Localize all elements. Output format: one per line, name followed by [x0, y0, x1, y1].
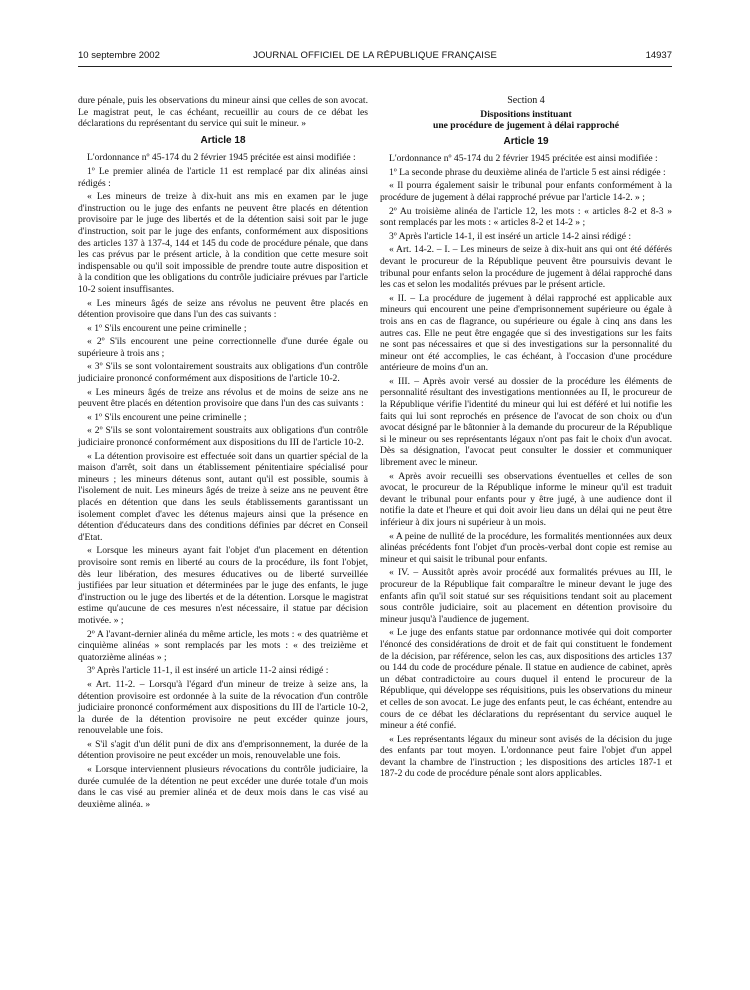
paragraph: 1º Le premier alinéa de l'article 11 est remplacé par dix alinéas ainsi rédigés : [78, 165, 368, 189]
paragraph: L'ordonnance nº 45-174 du 2 février 1945 précitée est ainsi modifiée : [389, 153, 658, 165]
paragraph: « La détention provisoire est effectuée soit dans un quartier spécial de la maison d'arrêt, soit dans un établissement pénitentiaire spécialisé pour mineurs ; les mineurs détenus sont, autant qu'il est possible, soumis à l'isolement de nuit. Les mineurs âgés de treize à seize ans ne peuvent être placés en détention que dans les seuls établissements garantissant un isolement complet d'avec les détenus majeurs ainsi que la présence en détention d'éducateurs dans des conditions définies par décret en Conseil d'Etat. [78, 450, 368, 543]
article-19-title: Article 19 [503, 135, 549, 147]
paragraph: « Les mineurs de treize à dix-huit ans mis en examen par le juge d'instruction ou le juge des enfants ne peuvent être placés en détention provisoire par le juge des libertés et de la détention saisi soit par le juge d'instruction, soit par le juge des enfants, conformément aux dispositions des articles 137 à 137-4, 144 et 145 du code de procédure pénale, que dans les cas prévus par le présent article, à la condition que cette mesure soit indispensable ou qu'il soit impossible de prendre toute autre disposition et à la condition que les obligations du contrôle judiciaire prévues par l'article 10-2 soient insuffisantes. [78, 191, 368, 295]
paragraph: « S'il s'agit d'un délit puni de dix ans d'emprisonnement, la durée de la détention provisoire ne peut excéder un mois, renouvelable une fois. [78, 738, 368, 762]
article-19-body [380, 153, 672, 780]
header-rule [78, 66, 672, 67]
header-date: 10 septembre 2002 [78, 50, 160, 61]
paragraph: « A peine de nullité de la procédure, les formalités mentionnées aux deux alinéas précédents font l'objet d'un procès-verbal dont copie est remise au mineur et qui saisit le tribunal pour enfants. [380, 530, 672, 565]
section-title [380, 109, 672, 131]
paragraph: 3º Après l'article 11-1, il est inséré un article 11-2 ainsi rédigé : [87, 665, 329, 677]
page-header [78, 50, 672, 64]
paragraph: « Après avoir recueilli ses observations éventuelles et celles de son avocat, le procureur de la République informe le mineur qu'il est traduit devant le tribunal pour enfants pour y être jugé, à une audience dont il notifie la date et l'heure et qui doit avoir lieu dans un délai qui ne peut être inférieur à dix jours ni supérieur à un mois. [380, 470, 672, 528]
paragraph: « II. – La procédure de jugement à délai rapproché est applicable aux mineurs qui encourent une peine d'emprisonnement supérieure ou égale à trois ans en cas de flagrance, ou supérieure ou égale à cinq ans dans les autres cas. Elle ne peut être engagée que si des investigations sur les faits ne sont pas nécessaires et que si des investigations sur la personnalité du mineur ont été accomplies, le cas échéant, à l'occasion d'une procédure antérieure de moins d'un an. [380, 292, 672, 374]
paragraph: « Les représentants légaux du mineur sont avisés de la décision du juge des enfants par tout moyen. L'ordonnance peut faire l'objet d'un appel devant la chambre de l'instruction ; les dispositions des articles 187-1 et 187-2 du code de procédure pénale sont alors applicables. [380, 733, 672, 780]
paragraph: « III. – Après avoir versé au dossier de la procédure les éléments de personnalité résultant des investigations mentionnées au II, le procureur de la République vérifie l'identité du mineur qui lui est déféré et lui notifie les faits qui lui sont reprochés en présence de l'avocat de son choix ou d'un avocat désigné par le bâtonnier à la demande du procureur de la République si le mineur ou ses représentants légaux n'ont pas fait le choix d'un avocat. Dès sa désignation, l'avocat peut consulter le dossier et communiquer librement avec le mineur. [380, 375, 672, 469]
intro-paragraph: dure pénale, puis les observations du mineur ainsi que celles de son avocat. Le magistrat peut, le cas échéant, recueillir au cours de ce débat les déclarations du représentant du service qui suit le mineur. » [78, 95, 368, 130]
paragraph: « Le juge des enfants statue par ordonnance motivée qui doit comporter l'énoncé des considérations de droit et de fait qui constituent le fondement de la décision, par référence, selon les cas, aux dispositions des articles 137 ou 144 du code de procédure pénale. Il statue en audience de cabinet, après un débat contradictoire au cours duquel il entend le procureur de la République, qui développe ses réquisitions, puis les observations du mineur et celles de son avocat. Le juge des enfants peut, le cas échéant, entendre au cours de ce débat les déclarations du représentant du service auquel le mineur a été confié. [380, 627, 672, 732]
section-title-line1: Dispositions instituant [480, 108, 572, 120]
right-column [380, 95, 672, 782]
header-title: JOURNAL OFFICIEL DE LA RÉPUBLIQUE FRANÇAISE [253, 50, 497, 61]
paragraph: « 1º S'ils encourent une peine criminelle ; [87, 411, 247, 423]
paragraph: « 2º S'ils encourent une peine correctionnelle d'une durée égale ou supérieure à trois ans ; [78, 336, 368, 359]
paragraph: 3º Après l'article 14-1, il est inséré un article 14-2 ainsi rédigé : [389, 230, 632, 242]
paragraph: « Les mineurs âgés de seize ans révolus ne peuvent être placés en détention provisoire que dans l'un des cas suivants : [78, 297, 368, 321]
paragraph: 2º A l'avant-dernier alinéa du même article, les mots : « des quatrième et cinquième alinéas » sont remplacés par les mots : « des treizième et quatorzième alinéas » ; [78, 628, 368, 663]
paragraph: 1º La seconde phrase du deuxième alinéa de l'article 5 est ainsi rédigée : [389, 166, 666, 178]
article-18-title: Article 18 [200, 134, 246, 146]
paragraph: « Art. 11-2. – Lorsqu'à l'égard d'un mineur de treize à seize ans, la détention provisoire est ordonnée à la suite de la révocation d'un contrôle judiciaire prononcé conformément aux dispositions du III de l'article 10-2, la durée de la détention provisoire ne peut excéder quinze jours, renouvelable une fois. [78, 678, 368, 737]
paragraph: « Il pourra également saisir le tribunal pour enfants conformément à la procédure de jugement à délai rapproché prévue par l'article 14-2. » ; [380, 180, 672, 203]
paragraph: L'ordonnance nº 45-174 du 2 février 1945 précitée est ainsi modifiée : [87, 152, 356, 164]
paragraph: « 3º S'ils se sont volontairement soustraits aux obligations d'un contrôle judiciaire prononcé conformément aux dispositions de l'article 10-2. [78, 361, 368, 385]
paragraph: 2º Au troisième alinéa de l'article 12, les mots : « articles 8-2 et 8-3 » sont remplacés par les mots : « articles 8-2 et 14-2 » ; [380, 205, 672, 229]
section-label: Section 4 [507, 95, 545, 106]
paragraph: « Les mineurs âgés de treize ans révolus et de moins de seize ans ne peuvent être placés en détention provisoire que dans l'un des cas suivants : [78, 386, 368, 410]
paragraph: « Art. 14-2. – I. – Les mineurs de seize à dix-huit ans qui ont été déférés devant le procureur de la République peuvent être poursuivis devant le tribunal pour enfants selon la procédure de jugement à délai rapproché dans les cas et selon les modalités prévues par le présent article. [380, 244, 672, 291]
paragraph: « 1º S'ils encourent une peine criminelle ; [87, 322, 247, 334]
paragraph: « Lorsque les mineurs ayant fait l'objet d'un placement en détention provisoire sont remis en liberté au cours de la procédure, ils font l'objet, dès leur libération, des mesures éducatives ou de liberté surveillée justifiées par leur situation et déterminées par le juge des enfants, le juge d'instruction ou le juge des libertés et de la détention. Lorsque le magistrat estime qu'aucune de ces mesures n'est nécessaire, il statue par décision motivée. » ; [78, 545, 368, 626]
paragraph: « 2º S'ils se sont volontairement soustraits aux obligations d'un contrôle judiciaire prononcé conformément aux dispositions du III de l'article 10-2. [78, 425, 368, 449]
paragraph: « IV. – Aussitôt après avoir procédé aux formalités prévues au III, le procureur de la République fait comparaître le mineur devant le juge des enfants afin qu'il soit statué sur ses réquisitions tendant soit au placement sous contrôle judiciaire, soit au placement en détention provisoire du mineur jusqu'à l'audience de jugement. [380, 567, 672, 625]
section-title-line2: une procédure de jugement à délai rapproché [432, 119, 619, 131]
article-18-body [78, 152, 368, 810]
paragraph: « Lorsque interviennent plusieurs révocations du contrôle judiciaire, la durée cumulée de la détention ne peut excéder une durée totale d'un mois dans le cas visé au premier alinéa et de deux mois dans le cas visé au deuxième alinéa. » [78, 764, 368, 810]
left-column [78, 95, 368, 812]
header-page-number: 14937 [645, 50, 672, 61]
